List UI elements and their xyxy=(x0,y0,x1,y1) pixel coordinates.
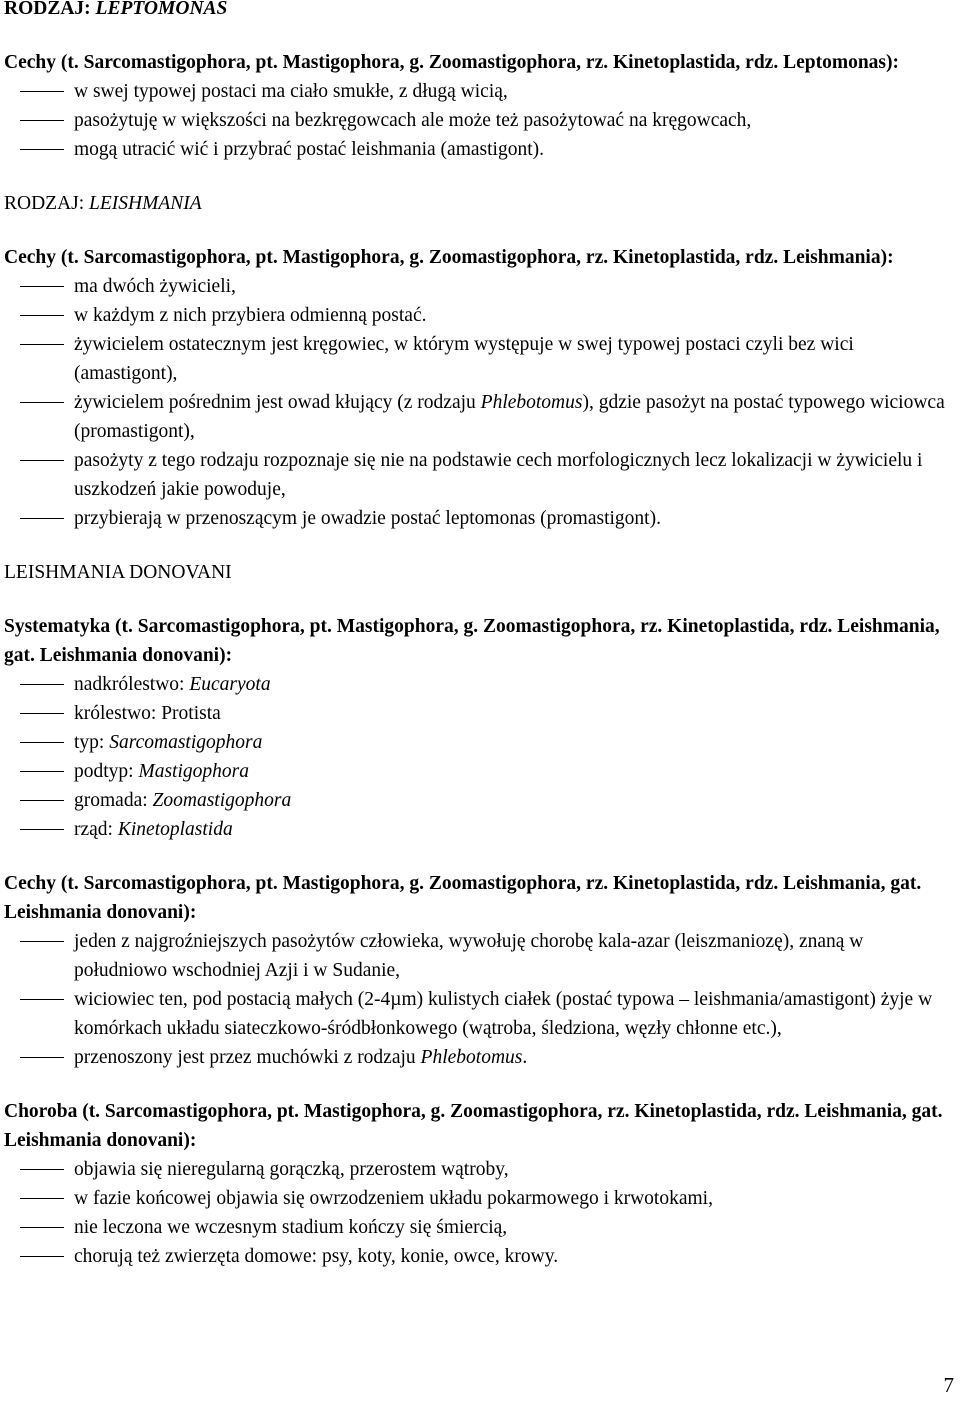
list-item xyxy=(4,815,954,844)
leptomonas-features-list xyxy=(4,77,954,164)
donovani-disease-list xyxy=(4,1155,954,1271)
list-item: jeden z najgroźniejszych pasożytów człowieka, wywołuję chorobę kala-azar (leiszmaniozę), znaną w południowo wschodniej Azji i w Sudanie, xyxy=(4,927,954,985)
leishmania-features-list xyxy=(4,272,954,533)
list-item: pasożyty z tego rodzaju rozpoznaje się nie na podstawie cech morfologicznych lecz lokalizacji w żywicielu i uszkodzeń jakie powoduje, xyxy=(4,446,954,504)
list-item xyxy=(4,786,954,815)
page-number: 7 xyxy=(943,1373,954,1397)
list-item: pasożytuję w większości na bezkręgowcach ale może też pasożytować na kręgowcach, xyxy=(4,106,954,135)
list-item xyxy=(4,1043,954,1072)
list-item: w swej typowej postaci ma ciało smukłe, z długą wicią, xyxy=(4,77,954,106)
rank-label: nadkrólestwo: xyxy=(74,674,190,695)
rank-label: królestwo: xyxy=(74,703,162,724)
heading-genus: LEISHMANIA xyxy=(89,193,202,214)
list-item: ma dwóch żywicieli, xyxy=(4,272,954,301)
heading-leptomonas xyxy=(4,0,954,23)
donovani-features-label: Cechy (t. Sarcomastigophora, pt. Mastigophora, g. Zoomastigophora, rz. Kinetoplastida, rdz. Leishmania, gat. Leishmania donovani): xyxy=(4,873,922,923)
text-segment: żywicielem pośrednim jest owad kłujący (z rodzaju xyxy=(74,392,481,413)
donovani-systematics-list xyxy=(4,670,954,844)
list-item xyxy=(4,388,954,446)
heading-prefix: RODZAJ: xyxy=(4,193,90,214)
text-segment: ), gdzie pasożyt na postać typowego wiciowca (promastigont), xyxy=(74,392,945,442)
list-item: wiciowiec ten, pod postacią małych (2-4µm) kulistych ciałek (postać typowa – leishmania/amastigont) żyje w komórkach układu siateczkowo-śródbłonkowego (wątroba, śledziona, węzły chłonne etc.), xyxy=(4,985,954,1043)
list-item: objawia się nieregularną gorączką, przerostem wątroby, xyxy=(4,1155,954,1184)
list-item: żywicielem ostatecznym jest kręgowiec, w którym występuje w swej typowej postaci czyli bez wici (amastigont), xyxy=(4,330,954,388)
document-page xyxy=(4,0,954,1271)
taxon-name: Kinetoplastida xyxy=(117,819,233,840)
rank-label: gromada: xyxy=(74,790,153,811)
taxon-name: Mastigophora xyxy=(138,761,249,782)
rank-label: typ: xyxy=(74,732,110,753)
list-item: w fazie końcowej objawia się owrzodzeniem układu pokarmowego i krwotokami, xyxy=(4,1184,954,1213)
heading-prefix: RODZAJ: xyxy=(4,0,96,19)
list-item xyxy=(4,757,954,786)
heading-genus: LEPTOMONAS xyxy=(95,0,228,19)
list-item: przybierają w przenoszącym je owadzie postać leptomonas (promastigont). xyxy=(4,504,954,533)
list-item: mogą utracić wić i przybrać postać leishmania (amastigont). xyxy=(4,135,954,164)
rank-label: podtyp: xyxy=(74,761,139,782)
heading-leishmania xyxy=(4,189,954,218)
donovani-features-list xyxy=(4,927,954,1072)
taxon-name: Eucaryota xyxy=(189,674,271,695)
list-item: chorują też zwierzęta domowe: psy, koty, konie, owce, krowy. xyxy=(4,1242,954,1271)
list-item: w każdym z nich przybiera odmienną postać. xyxy=(4,301,954,330)
donovani-systematics-label: Systematyka (t. Sarcomastigophora, pt. Mastigophora, g. Zoomastigophora, rz. Kinetoplastida, rdz. Leishmania, gat. Leishmania donovani): xyxy=(4,616,940,666)
list-item: nie leczona we wczesnym stadium kończy się śmiercią, xyxy=(4,1213,954,1242)
taxon-name: Zoomastigophora xyxy=(152,790,292,811)
text-segment: . xyxy=(522,1047,528,1068)
leptomonas-features-label: Cechy (t. Sarcomastigophora, pt. Mastigophora, g. Zoomastigophora, rz. Kinetoplastida, rdz. Leptomonas): xyxy=(4,52,899,73)
taxon-name: Sarcomastigophora xyxy=(109,732,263,753)
leishmania-features-label: Cechy (t. Sarcomastigophora, pt. Mastigophora, g. Zoomastigophora, rz. Kinetoplastida, rdz. Leishmania): xyxy=(4,247,894,268)
heading-donovani: LEISHMANIA DONOVANI xyxy=(4,562,232,583)
list-item xyxy=(4,699,954,728)
text-segment: przenoszony jest przez muchówki z rodzaju xyxy=(74,1047,421,1068)
taxon-name: Protista xyxy=(161,703,221,724)
donovani-disease-label: Choroba (t. Sarcomastigophora, pt. Mastigophora, g. Zoomastigophora, rz. Kinetoplastida, rdz. Leishmania, gat. Leishmania donovani): xyxy=(4,1101,943,1151)
rank-label: rząd: xyxy=(74,819,118,840)
list-item xyxy=(4,728,954,757)
genus-name: Phlebotomus xyxy=(480,392,583,413)
list-item xyxy=(4,670,954,699)
genus-name: Phlebotomus xyxy=(420,1047,523,1068)
